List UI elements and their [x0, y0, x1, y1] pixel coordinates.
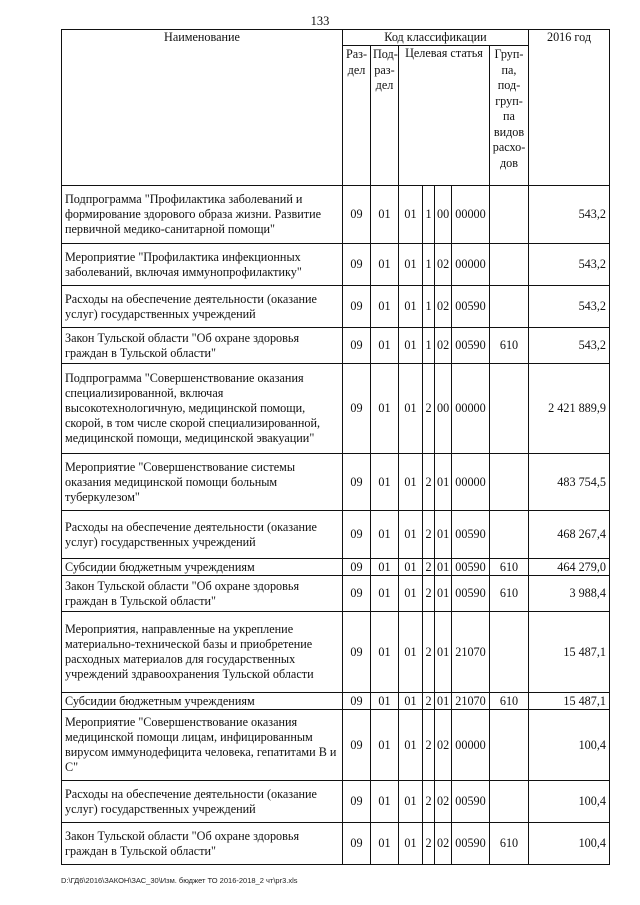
section-code: 09 [343, 693, 371, 710]
expense-group-code: 610 [490, 559, 529, 576]
target-code-direction: 21070 [452, 693, 490, 710]
amount-2016: 100,4 [529, 710, 610, 781]
target-code-direction: 00000 [452, 454, 490, 511]
row-name: Мероприятие "Совершенствование оказания медицинской помощи лицам, инфицированным вирусом иммунодефицита человека, гепатитами В и С" [62, 710, 343, 781]
target-code-program: 01 [399, 710, 423, 781]
target-code-direction: 00000 [452, 364, 490, 454]
subsection-code: 01 [371, 559, 399, 576]
target-code-program: 01 [399, 186, 423, 244]
amount-2016: 100,4 [529, 823, 610, 865]
subsection-code: 01 [371, 576, 399, 612]
expense-group-code: 610 [490, 693, 529, 710]
row-name: Закон Тульской области "Об охране здоровья граждан в Тульской области" [62, 823, 343, 865]
file-path-footer: D:\ГД6\2016\ЗАКОН\ЗАС_30\Изм. бюджет ТО 2016-2018_2 чт\pr3.xls [61, 876, 298, 885]
header-subsection: Под- раз- дел [371, 46, 399, 186]
target-code-direction: 00590 [452, 559, 490, 576]
target-code-event: 00 [435, 186, 452, 244]
subsection-code: 01 [371, 286, 399, 328]
table-row [62, 364, 610, 454]
target-code-event: 02 [435, 781, 452, 823]
target-code-event: 02 [435, 244, 452, 286]
target-code-program: 01 [399, 286, 423, 328]
amount-2016: 3 988,4 [529, 576, 610, 612]
row-name: Закон Тульской области "Об охране здоровья граждан в Тульской области" [62, 328, 343, 364]
amount-2016: 464 279,0 [529, 559, 610, 576]
target-code-direction: 21070 [452, 612, 490, 693]
target-code-direction: 00590 [452, 781, 490, 823]
row-name: Подпрограмма "Профилактика заболеваний и формирование здорового образа жизни. Развитие первичной медико-санитарной помощи" [62, 186, 343, 244]
target-code-subprogram: 2 [423, 454, 435, 511]
target-code-direction: 00000 [452, 186, 490, 244]
subsection-code: 01 [371, 823, 399, 865]
table-row [62, 710, 610, 781]
target-code-direction: 00000 [452, 710, 490, 781]
expense-group-code: 610 [490, 823, 529, 865]
section-code: 09 [343, 286, 371, 328]
row-name: Расходы на обеспечение деятельности (оказание услуг) государственных учреждений [62, 511, 343, 559]
target-code-event: 01 [435, 511, 452, 559]
target-code-program: 01 [399, 328, 423, 364]
subsection-code: 01 [371, 693, 399, 710]
target-code-subprogram: 2 [423, 693, 435, 710]
target-code-event: 01 [435, 693, 452, 710]
table-row [62, 186, 610, 244]
table-body [62, 186, 610, 865]
target-code-program: 01 [399, 364, 423, 454]
target-code-program: 01 [399, 576, 423, 612]
row-name: Закон Тульской области "Об охране здоровья граждан в Тульской области" [62, 576, 343, 612]
budget-table [61, 29, 610, 865]
target-code-program: 01 [399, 781, 423, 823]
table-row [62, 559, 610, 576]
target-code-subprogram: 1 [423, 244, 435, 286]
header-target: Целевая статья [399, 46, 490, 66]
table-row [62, 693, 610, 710]
subsection-code: 01 [371, 186, 399, 244]
amount-2016: 543,2 [529, 244, 610, 286]
section-code: 09 [343, 511, 371, 559]
expense-group-code [490, 454, 529, 511]
target-code-direction: 00590 [452, 511, 490, 559]
target-code-event: 02 [435, 286, 452, 328]
target-code-subprogram: 2 [423, 364, 435, 454]
target-code-subprogram: 1 [423, 286, 435, 328]
header-section: Раз- дел [343, 46, 371, 186]
expense-group-code [490, 186, 529, 244]
target-code-direction: 00590 [452, 286, 490, 328]
target-code-direction: 00000 [452, 244, 490, 286]
target-code-subprogram: 1 [423, 328, 435, 364]
table-row [62, 244, 610, 286]
expense-group-code [490, 612, 529, 693]
section-code: 09 [343, 186, 371, 244]
subsection-code: 01 [371, 612, 399, 693]
target-code-program: 01 [399, 612, 423, 693]
target-code-program: 01 [399, 823, 423, 865]
section-code: 09 [343, 823, 371, 865]
target-code-subprogram: 1 [423, 186, 435, 244]
table-row [62, 823, 610, 865]
expense-group-code [490, 286, 529, 328]
row-name: Расходы на обеспечение деятельности (оказание услуг) государственных учреждений [62, 781, 343, 823]
amount-2016: 483 754,5 [529, 454, 610, 511]
subsection-code: 01 [371, 454, 399, 511]
section-code: 09 [343, 576, 371, 612]
target-code-subprogram: 2 [423, 781, 435, 823]
section-code: 09 [343, 364, 371, 454]
target-code-event: 01 [435, 612, 452, 693]
expense-group-code: 610 [490, 576, 529, 612]
table-row [62, 576, 610, 612]
table-row [62, 511, 610, 559]
row-name: Подпрограмма "Совершенствование оказания специализированной, включая высокотехнологичную, медицинской помощи, скорой, в том числе скорой специализированной, медицинской помощи, медицинской эвакуации" [62, 364, 343, 454]
header-group: Груп- па, под- груп- па видов расхо- дов [490, 46, 529, 186]
table-row [62, 454, 610, 511]
table-row [62, 286, 610, 328]
expense-group-code [490, 781, 529, 823]
amount-2016: 100,4 [529, 781, 610, 823]
header-target-spacer [399, 66, 490, 186]
target-code-event: 00 [435, 364, 452, 454]
amount-2016: 468 267,4 [529, 511, 610, 559]
subsection-code: 01 [371, 781, 399, 823]
target-code-event: 01 [435, 576, 452, 612]
target-code-subprogram: 2 [423, 576, 435, 612]
target-code-program: 01 [399, 511, 423, 559]
target-code-subprogram: 2 [423, 511, 435, 559]
target-code-program: 01 [399, 559, 423, 576]
target-code-direction: 00590 [452, 576, 490, 612]
row-name: Мероприятие "Профилактика инфекционных заболеваний, включая иммунопрофилактику" [62, 244, 343, 286]
target-code-program: 01 [399, 454, 423, 511]
row-name: Субсидии бюджетным учреждениям [62, 559, 343, 576]
amount-2016: 543,2 [529, 328, 610, 364]
amount-2016: 543,2 [529, 286, 610, 328]
expense-group-code [490, 710, 529, 781]
target-code-event: 02 [435, 328, 452, 364]
target-code-subprogram: 2 [423, 559, 435, 576]
row-name: Мероприятия, направленные на укрепление материально-технической базы и приобретение расходных материалов для государственных учреждений здравоохранения Тульской области [62, 612, 343, 693]
row-name: Мероприятие "Совершенствование системы оказания медицинской помощи больным туберкулезом" [62, 454, 343, 511]
expense-group-code [490, 244, 529, 286]
subsection-code: 01 [371, 244, 399, 286]
target-code-direction: 00590 [452, 823, 490, 865]
section-code: 09 [343, 559, 371, 576]
target-code-event: 01 [435, 559, 452, 576]
header-name: Наименование [62, 30, 343, 186]
section-code: 09 [343, 328, 371, 364]
expense-group-code [490, 511, 529, 559]
target-code-event: 02 [435, 710, 452, 781]
table-row [62, 612, 610, 693]
section-code: 09 [343, 612, 371, 693]
subsection-code: 01 [371, 710, 399, 781]
amount-2016: 15 487,1 [529, 693, 610, 710]
target-code-program: 01 [399, 693, 423, 710]
amount-2016: 2 421 889,9 [529, 364, 610, 454]
header-year: 2016 год [529, 30, 610, 186]
target-code-subprogram: 2 [423, 612, 435, 693]
subsection-code: 01 [371, 364, 399, 454]
expense-group-code [490, 364, 529, 454]
row-name: Субсидии бюджетным учреждениям [62, 693, 343, 710]
page-number: 133 [310, 14, 330, 28]
expense-group-code: 610 [490, 328, 529, 364]
amount-2016: 543,2 [529, 186, 610, 244]
target-code-event: 01 [435, 454, 452, 511]
section-code: 09 [343, 454, 371, 511]
section-code: 09 [343, 244, 371, 286]
subsection-code: 01 [371, 328, 399, 364]
target-code-event: 02 [435, 823, 452, 865]
target-code-direction: 00590 [452, 328, 490, 364]
section-code: 09 [343, 710, 371, 781]
row-name: Расходы на обеспечение деятельности (оказание услуг) государственных учреждений [62, 286, 343, 328]
subsection-code: 01 [371, 511, 399, 559]
target-code-subprogram: 2 [423, 823, 435, 865]
amount-2016: 15 487,1 [529, 612, 610, 693]
header-classification: Код классификации [343, 30, 529, 46]
target-code-subprogram: 2 [423, 710, 435, 781]
target-code-program: 01 [399, 244, 423, 286]
section-code: 09 [343, 781, 371, 823]
table-row [62, 328, 610, 364]
table-row [62, 781, 610, 823]
